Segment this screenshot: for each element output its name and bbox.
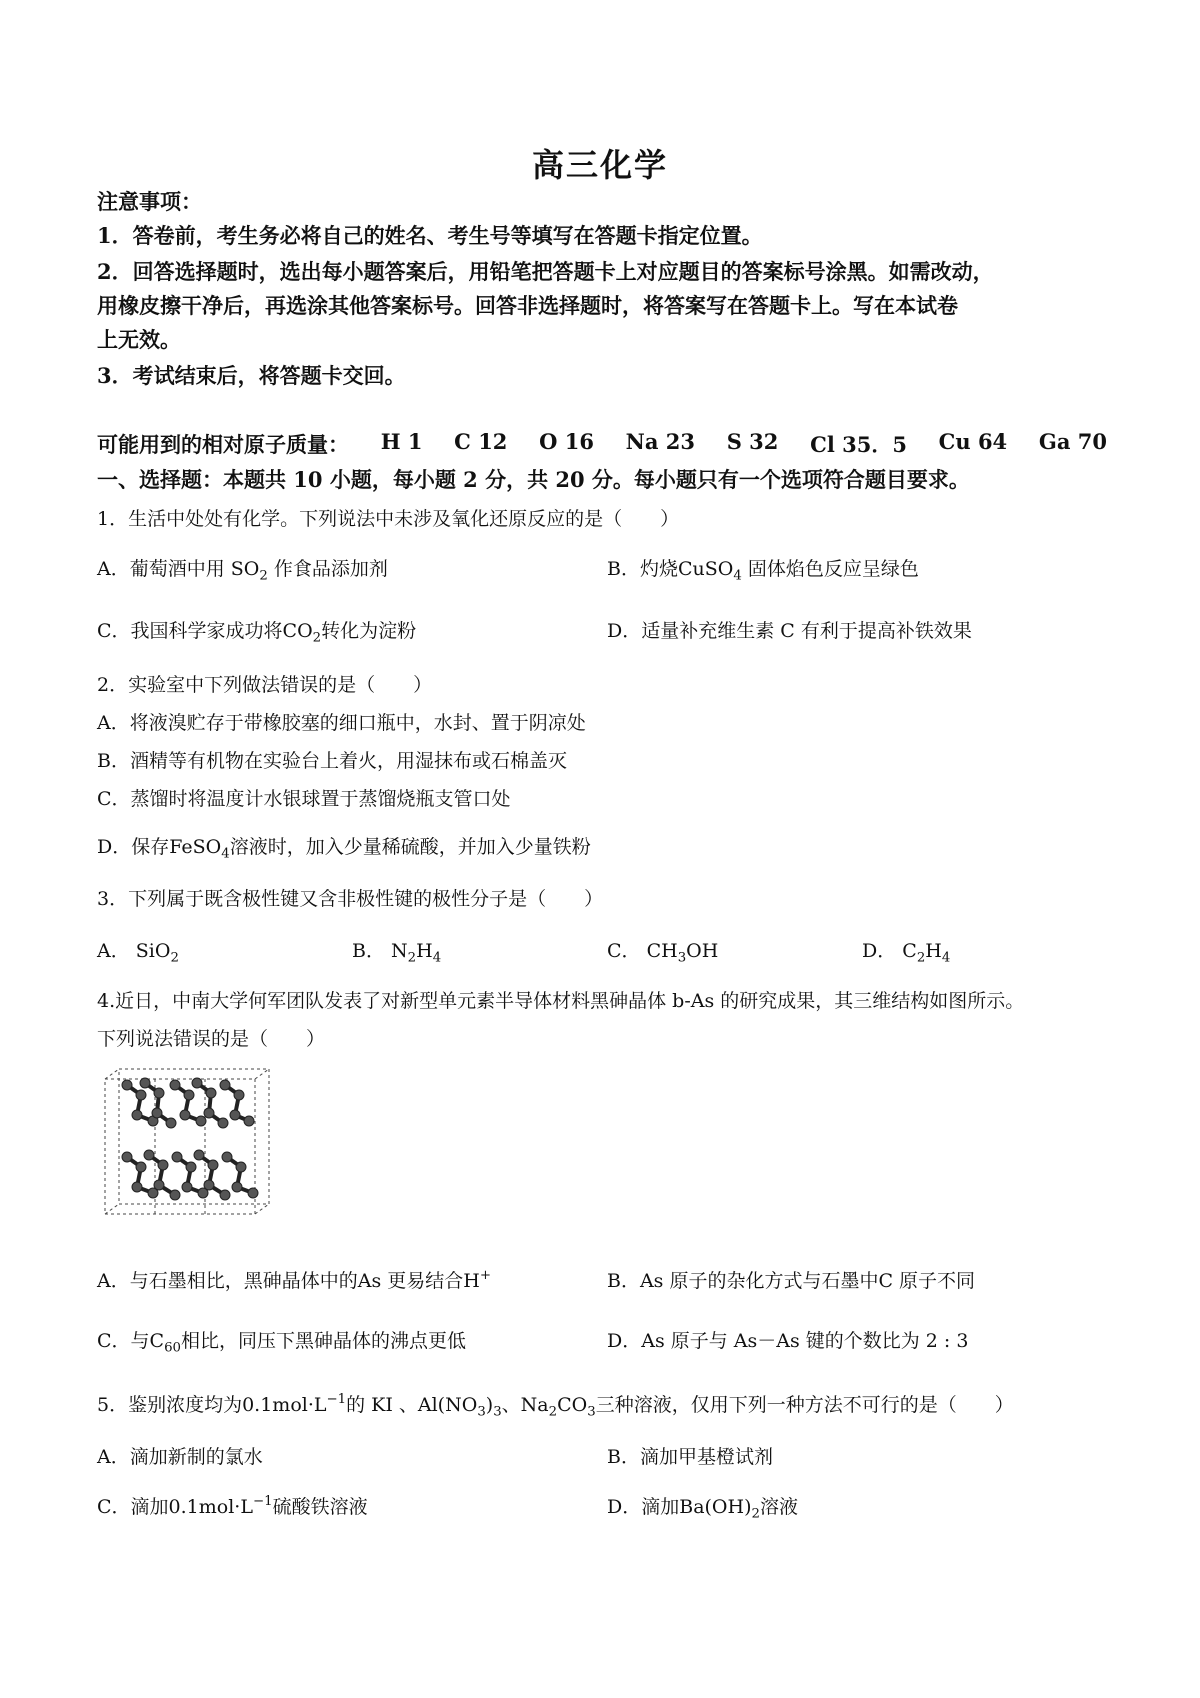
atomic-mass: C 12 [454,429,508,454]
question-3-option-b: B． $N_2H_4$ [352,940,442,966]
question-1-option-c: C．我国科学家成功将$CO_2$转化为淀粉 [97,620,417,646]
question-4-option-c: C．与$C_{60}$相比，同压下黑砷晶体的沸点更低 [97,1330,467,1356]
notice-item: 2．回答选择题时，选出每小题答案后，用铅笔把答题卡上对应题目的答案标号涂黑。如需改动， [97,259,994,284]
question-4-stem: 下列说法错误的是（ ） [97,1028,326,1050]
question-1-option-b: B．灼烧CuSO$_4$ 固体焰色反应呈绿色 [607,558,919,584]
atomic-mass: S 32 [726,429,779,454]
question-3-option-a: A． SiO$_2$ [97,940,179,966]
question-5-option-a: A．滴加新制的氯水 [97,1446,263,1468]
question-1-option-d: D．适量补充维生素 C 有利于提高补铁效果 [607,620,972,642]
atomic-mass: Na 23 [625,429,695,454]
section-heading: 一、选择题：本题共 10 小题，每小题 2 分，共 20 分。每小题只有一个选项符合题目要求。 [97,467,970,492]
atomic-mass: O 16 [539,429,594,454]
question-4-option-d: D．As 原子与 As－As 键的个数比为 2 : 3 [607,1330,969,1352]
atomic-mass: H 1 [380,429,423,454]
atomic-mass: Cl 35．5 [810,432,907,457]
black-arsenic-structure-figure [97,1065,277,1225]
question-2-option-c: C．蒸馏时将温度计水银球置于蒸馏烧瓶支管口处 [97,788,511,810]
question-5-option-d: D．滴加$Ba(OH)_2$溶液 [607,1496,798,1522]
notice-heading: 注意事项： [97,189,202,214]
atomic-masses-label: 可能用到的相对原子质量： [97,432,349,457]
page-title: 高三化学 [531,146,668,184]
atomic-mass: Ga 70 [1038,429,1107,454]
question-2-option-a: A．将液溴贮存于带橡胶塞的细口瓶中，水封、置于阴凉处 [97,712,586,734]
question-4-option-b: B．As 原子的杂化方式与石墨中C 原子不同 [607,1270,976,1292]
notice-item: 用橡皮擦干净后，再选涂其他答案标号。回答非选择题时，将答案写在答题卡上。写在本试卷 [97,293,958,318]
question-5-option-b: B．滴加甲基橙试剂 [607,1446,773,1468]
notice-item: 3．考试结束后，将答题卡交回。 [97,363,406,388]
question-3-option-d: D． $C_2H_4$ [862,940,951,966]
question-3-stem: 3．下列属于既含极性键又含非极性键的极性分子是（ ） [97,888,604,910]
question-5-option-c: C．滴加$0.1mol\cdot L^{-1}$硫酸铁溶液 [97,1494,368,1518]
question-1-option-a: A．葡萄酒中用 $SO_2$ 作食品添加剂 [97,558,388,584]
question-3-option-c: C． $CH_3OH$ [607,940,719,966]
question-5-stem: 5．鉴别浓度均为$0.1mol\cdot L^{-1}$的 KI 、$Al(NO_3)_3$、$Na_2CO_3$三种溶液，仅用下列一种方法不可行的是（ ） [97,1392,1014,1420]
question-2-option-b: B．酒精等有机物在实验台上着火，用湿抹布或石棉盖灭 [97,750,567,772]
question-2-option-d: D．保存FeSO$_4$溶液时，加入少量稀硫酸，并加入少量铁粉 [97,836,591,862]
question-4-stem: 4.近日，中南大学何军团队发表了对新型单元素半导体材料黑砷晶体 b-As 的研究成果，其三维结构如图所示。 [97,990,1025,1012]
question-1-stem: 1．生活中处处有化学。下列说法中未涉及氧化还原反应的是（ ） [97,508,680,530]
notice-item: 上无效。 [97,327,181,352]
atomic-mass: Cu 64 [938,429,1008,454]
notice-item: 1．答卷前，考生务必将自己的姓名、考生号等填写在答题卡指定位置。 [97,223,763,248]
question-4-option-a: A．与石墨相比，黑砷晶体中的As 更易结合H+ [97,1268,491,1292]
atomic-masses [97,429,1107,459]
question-2-stem: 2．实验室中下列做法错误的是（ ） [97,674,433,696]
